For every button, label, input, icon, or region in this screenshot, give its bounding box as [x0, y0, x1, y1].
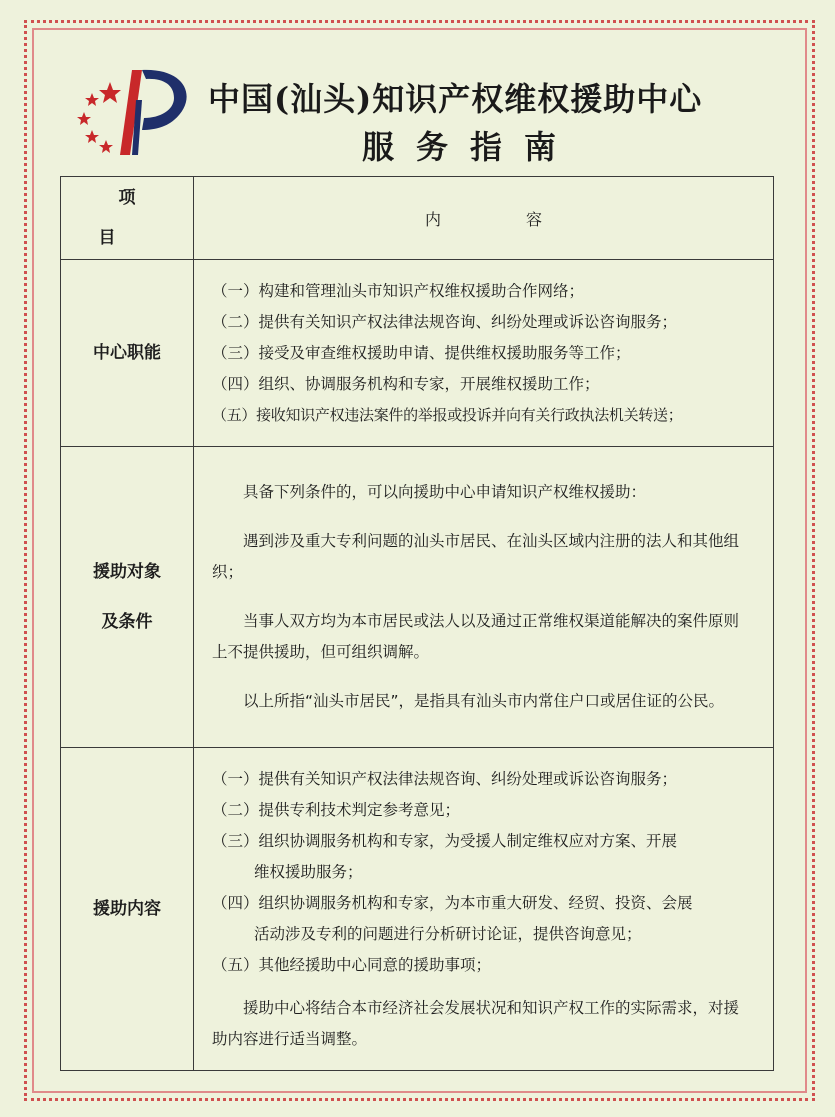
row-content-eligibility: [194, 447, 774, 748]
page-title: 中国(汕头)知识产权维权援助中心: [208, 80, 703, 118]
list-item-continued: 维权援助服务；: [254, 862, 363, 881]
list-item: （五）接收知识产权违法案件的举报或投诉并向有关行政执法机关转送；: [212, 405, 683, 424]
adjustment-note: 援助中心将结合本市经济社会发展状况和知识产权工作的实际需求，对援助内容进行适当调整。: [212, 998, 740, 1048]
row-content-functions: [194, 260, 774, 447]
column-header-content: 内 容: [194, 177, 774, 260]
paragraph: 遇到涉及重大专利问题的汕头市居民、在汕头区域内注册的法人和其他组织；: [212, 532, 740, 581]
table-row: [61, 447, 774, 748]
paragraph: 以上所指“汕头市居民”，是指具有汕头市内常住户口或居住证的公民。: [243, 692, 725, 710]
table-header-row: [61, 177, 774, 260]
service-guide-table: [60, 176, 774, 1071]
column-header-item: 项 目: [61, 177, 194, 260]
table-row: [61, 260, 774, 447]
list-item: （五）其他经援助中心同意的援助事项；: [212, 955, 492, 974]
list-item: （四）组织、协调服务机构和专家，开展维权援助工作；: [212, 374, 600, 393]
header: [0, 60, 835, 170]
table-row: [61, 748, 774, 1071]
row-label-eligibility: [61, 447, 194, 748]
row-content-assistance: [194, 748, 774, 1071]
list-item: （三）接受及审查维权援助申请、提供维权援助服务等工作；: [212, 343, 631, 362]
list-item: （二）提供有关知识产权法律法规咨询、纠纷处理或诉讼咨询服务；: [212, 312, 678, 331]
list-item: （一）构建和管理汕头市知识产权维权援助合作网络；: [212, 281, 585, 300]
row-label-line: 及条件: [101, 612, 153, 632]
paragraph: 具备下列条件的，可以向援助中心申请知识产权维权援助：: [243, 483, 647, 501]
row-label-line: 援助对象: [93, 562, 161, 582]
paragraph: 当事人双方均为本市居民或法人以及通过正常维权渠道能解决的案件原则上不提供援助，但可组织调解。: [212, 612, 740, 661]
page-subtitle: 服务指南: [361, 128, 578, 166]
list-item: （一）提供有关知识产权法律法规咨询、纠纷处理或诉讼咨询服务；: [212, 769, 678, 788]
list-item: （三）组织协调服务机构和专家，为受援人制定维权应对方案、开展: [212, 831, 678, 850]
row-label-content: 援助内容: [61, 748, 194, 1071]
list-item-continued: 活动涉及专利的问题进行分析研讨论证，提供咨询意见；: [254, 924, 642, 943]
row-label-functions: 中心职能: [61, 260, 194, 447]
list-item: （二）提供专利技术判定参考意见；: [212, 800, 461, 819]
list-item: （四）组织协调服务机构和专家，为本市重大研发、经贸、投资、会展: [212, 893, 693, 912]
